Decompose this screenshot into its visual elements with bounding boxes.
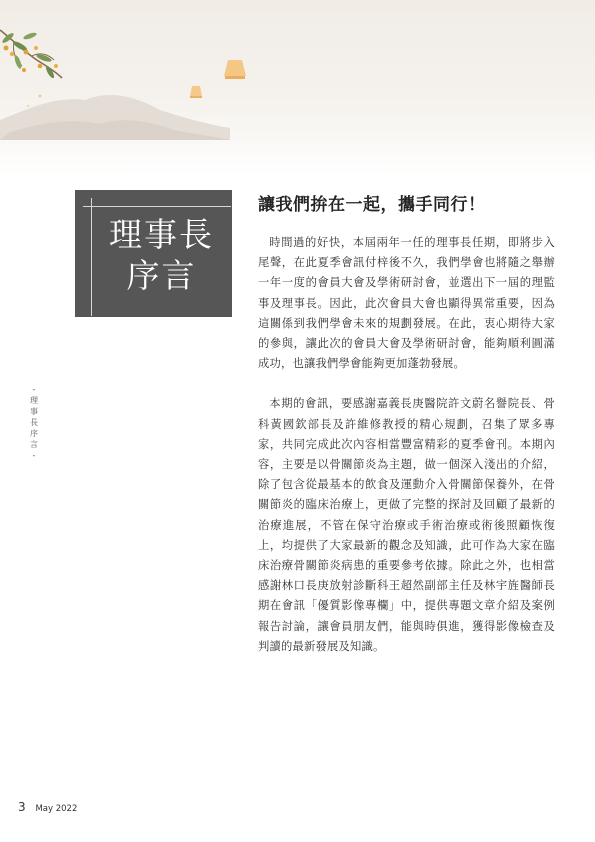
title-frame-horizontal-line (83, 206, 231, 207)
paragraph-1: 時間過的好快，本屆兩年一任的理事長任期，即將步入尾聲，在此夏季會訊付梓後不久，我們學會也將隨之舉辦一年一度的會員大會及學術研討會，並選出下一屆的理監事及理事長。因此，此次會員大會也顯得異常重要，因為這關係到我們學會未來的規劃發展。在此，衷心期待大家的參與，讓此次的會員大會及學術研討會，能夠順利圓滿成功，也讓我們學會能夠更加蓬勃發展。 (258, 236, 555, 371)
side-label-char: 序 (30, 429, 38, 438)
side-section-label (28, 384, 40, 461)
article-heading: 讓我們拚在一起，攜手同行！ (258, 195, 486, 215)
side-label-char: 理 (30, 396, 38, 405)
side-label-char: - (32, 451, 36, 460)
paragraph-2: 本期的會訊，要感謝嘉義長庚醫院許文蔚名譽院長、骨科黃國欽部長及許維修教授的精心規劃，召集了眾多專家，共同完成此次內容相當豐富精彩的夏季會刊。本期內容，主要是以骨關節炎為主題，做一個深入淺出的介紹，除了包含從最基本的飲食及運動介入骨關節保養外，在骨關節炎的臨床治療上，更做了完整的探討及回顧了最新的治療進展，不管在保守治療或手術治療或術後照顧恢復上，均提供了大家最新的觀念及知識，此可作為大家在臨床治療骨關節炎病患的重要參考依據。除此之外，也相當感謝林口長庚放射診斷科王超然副部主任及林宇旌醫師長期在會訊「優質影像專欄」中，提供專題文章介紹及案例報告討論，讓會員朋友們，能與時俱進，獲得影像檢查及判讀的最新發展及知識。 (258, 397, 555, 653)
side-label-char: 長 (30, 418, 38, 427)
page-footer (18, 800, 77, 814)
side-label-char: 言 (30, 440, 38, 449)
side-label-char: 事 (30, 407, 38, 416)
section-title-box (75, 190, 232, 317)
article-body (258, 233, 555, 657)
lantern-small (190, 86, 202, 98)
issue-date: May 2022 (35, 804, 78, 814)
side-label-char: - (32, 385, 36, 394)
landscape-illustration (0, 0, 595, 175)
lantern-large (224, 60, 246, 79)
section-title-line2: 序言 (126, 256, 197, 295)
page-number: 3 (18, 800, 26, 814)
section-title-line1: 理事長 (109, 215, 214, 254)
section-title (91, 214, 232, 296)
header-illustration (0, 0, 595, 175)
